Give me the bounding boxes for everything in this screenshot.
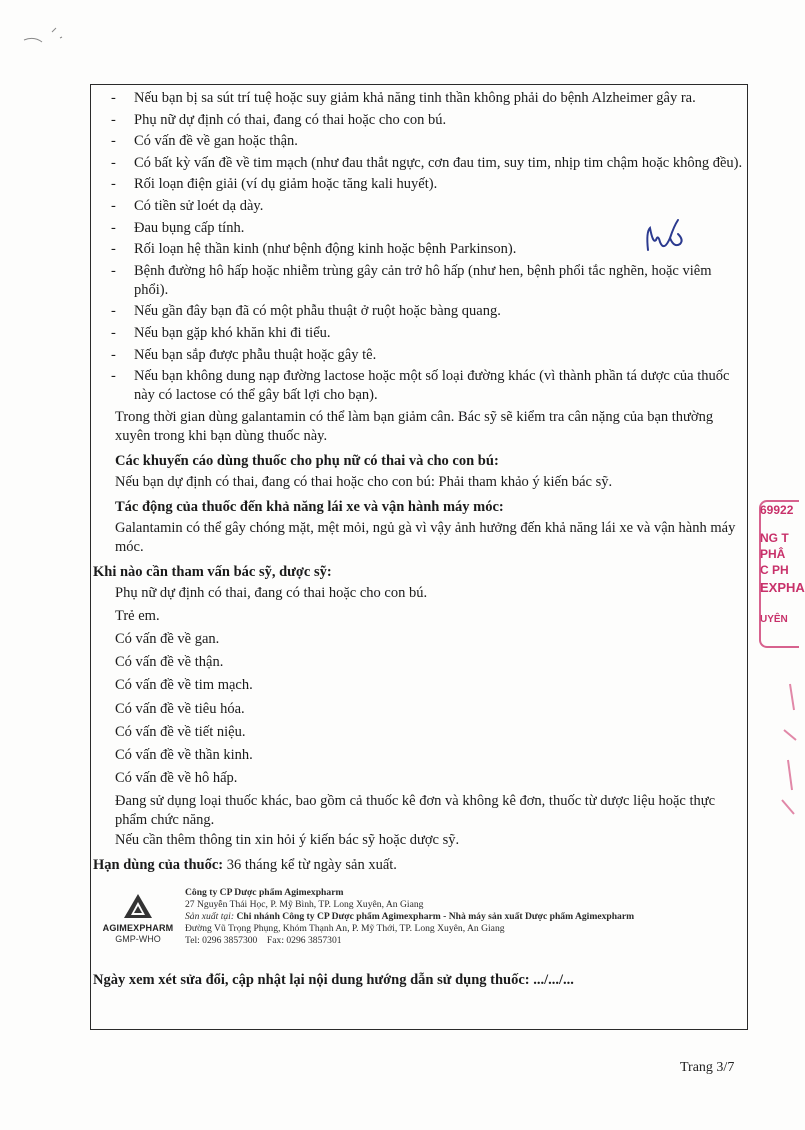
logo-name: AGIMEXPHARM: [102, 923, 174, 934]
stamp-fragment: UYÊN: [760, 614, 788, 625]
company-block: [97, 887, 747, 963]
list-item: - Rối loạn điện giải (ví dụ giảm hoặc tăng kali huyết).: [111, 176, 438, 193]
list-item: - Bệnh đường hô hấp hoặc nhiễm trùng gây cản trở hô hấp (như hen, bệnh phổi tắc nghẽn, hoặc viêm phổi).: [111, 262, 712, 298]
list-item: Đang sử dụng loại thuốc khác, bao gồm cả thuốc kê đơn và không kê đơn, thuốc từ dược liệu hoặc thực phẩm chức năng.: [115, 793, 716, 829]
list-item: Có vấn đề về thần kinh.: [115, 747, 253, 764]
factory-address: Đường Vũ Trọng Phụng, Khóm Thạnh An, P. Mỹ Thới, TP. Long Xuyên, An Giang: [185, 922, 505, 934]
list-item: - Nếu bạn bị sa sút trí tuệ hoặc suy giảm khả năng tinh thần không phải do bệnh Alzheimer gây ra.: [111, 90, 696, 106]
signature-mark-icon: [640, 214, 690, 258]
stamp-fragment: EXPHA: [760, 580, 805, 595]
list-item: - Nếu gần đây bạn đã có một phẫu thuật ở ruột hoặc bàng quang.: [111, 303, 501, 320]
stamp-fragment: NG T: [760, 531, 789, 545]
agimexpharm-logo-icon: [123, 893, 153, 919]
list-item: - Có bất kỳ vấn đề về tim mạch (như đau thắt ngực, cơn đau tim, suy tim, nhịp tim chậm hoặc không đều).: [111, 154, 743, 171]
stamp-fragment: PHÂ: [760, 547, 786, 561]
logo-cert: GMP-WHO: [115, 934, 161, 945]
review-date: Ngày xem xét sửa đổi, cập nhật lại nội dung hướng dẫn sử dụng thuốc: .../.../...: [93, 972, 574, 989]
list-item: - Nếu bạn không dung nạp đường lactose hoặc một số loại đường khác (vì thành phần tá dược của thuốc này có lactose có thể gây bất lợi cho bạn).: [111, 368, 730, 404]
consult-heading: Khi nào cần tham vấn bác sỹ, dược sỹ:: [93, 563, 332, 580]
expiry: [93, 856, 747, 875]
made-at: Sản xuất tại: Chi nhánh Công ty CP Dược phẩm Agimexpharm - Nhà máy sản xuất Dược phẩm Agimexpharm: [185, 911, 635, 922]
list-item: Phụ nữ dự định có thai, đang có thai hoặc cho con bú.: [115, 584, 428, 601]
list-item: - Phụ nữ dự định có thai, đang có thai hoặc cho con bú.: [111, 111, 447, 128]
stamp-fragment: C PH: [760, 563, 789, 577]
scan-smudge: [22, 10, 72, 50]
list-item: Trẻ em.: [115, 607, 160, 624]
driving-heading: Tác động của thuốc đến khả năng lái xe và vận hành máy móc:: [115, 498, 504, 515]
weight-note: Trong thời gian dùng galantamin có thể làm bạn giảm cân. Bác sỹ sẽ kiểm tra cân nặng của bạn thường xuyên trong khi bạn dùng thuốc này.: [115, 408, 714, 444]
list-item: - Có vấn đề về gan hoặc thận.: [111, 133, 298, 150]
company-logo: [97, 893, 179, 944]
company-info: [185, 887, 634, 946]
list-item: Có vấn đề về tiết niệu.: [115, 723, 246, 740]
company-address: 27 Nguyễn Thái Học, P. Mỹ Bình, TP. Long Xuyên, An Giang: [185, 899, 424, 911]
consult-list: [97, 584, 747, 851]
list-item: - Đau bụng cấp tính.: [111, 219, 245, 236]
pregnancy-text: Nếu bạn dự định có thai, đang có thai hoặc cho con bú: Phải tham khảo ý kiến bác sỹ.: [115, 473, 613, 490]
list-item: Có vấn đề về hô hấp.: [115, 770, 238, 787]
company-name: Công ty CP Dược phẩm Agimexpharm: [185, 887, 344, 899]
expiry-label: Hạn dùng của thuốc:: [93, 857, 224, 874]
list-item: - Nếu bạn gặp khó khăn khi đi tiểu.: [111, 324, 331, 341]
list-item: - Có tiền sử loét dạ dày.: [111, 197, 264, 214]
list-item: - Nếu bạn sắp được phẫu thuật hoặc gây tê.: [111, 346, 377, 363]
company-contact: Tel: 0296 3857300 Fax: 0296 3857301: [185, 934, 342, 946]
list-item: Có vấn đề về tiêu hóa.: [115, 700, 245, 717]
list-item: Có vấn đề về gan.: [115, 631, 220, 648]
pregnancy-heading: Các khuyến cáo dùng thuốc cho phụ nữ có thai và cho con bú:: [115, 452, 499, 469]
list-item: Nếu cần thêm thông tin xin hỏi ý kiến bác sỹ hoặc dược sỹ.: [115, 832, 460, 849]
stamp-ink-icon: [770, 680, 799, 820]
stamp-fragment: 69922: [760, 503, 794, 517]
list-item: Có vấn đề về thận.: [115, 654, 224, 671]
list-item: - Rối loạn hệ thần kinh (như bệnh động kinh hoặc bệnh Parkinson).: [111, 241, 517, 258]
driving-text: Galantamin có thể gây chóng mặt, mệt mỏi, ngủ gà vì vậy ảnh hưởng đến khả năng lái xe và vận hành máy móc.: [115, 519, 736, 555]
list-item: Có vấn đề về tim mạch.: [115, 677, 253, 694]
page-number: Trang 3/7: [680, 1060, 735, 1075]
expiry-value: 36 tháng kể từ ngày sản xuất.: [226, 857, 397, 874]
